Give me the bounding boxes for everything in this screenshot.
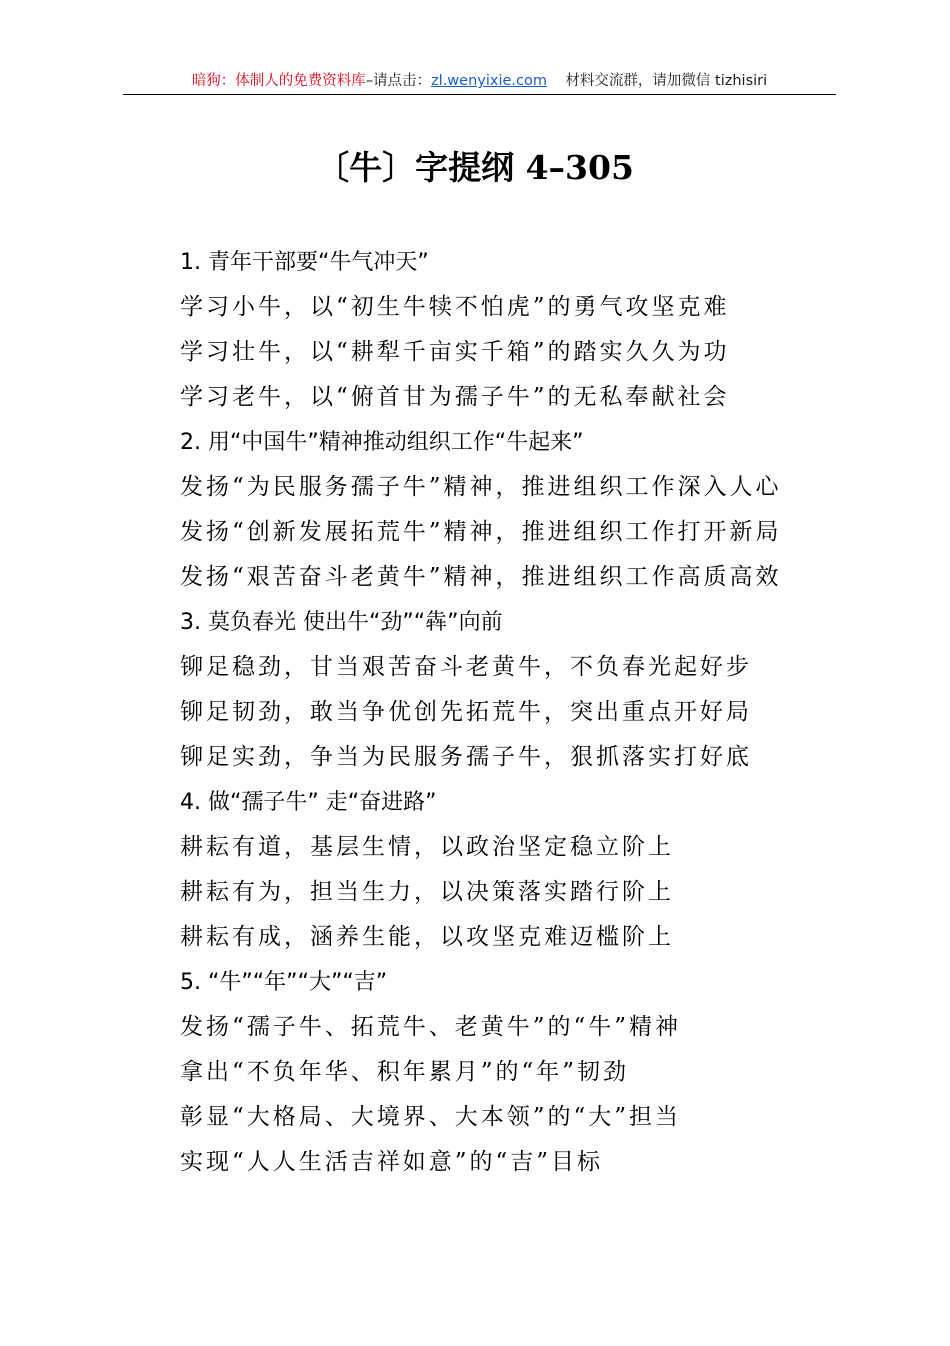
section-heading: 1. 青年干部要“牛气冲天” (180, 250, 429, 275)
list-item: 铆足实劲，争当为民服务孺子牛，狠抓落实打好底 (180, 744, 752, 770)
list-item: 铆足韧劲，敢当争优创先拓荒牛，突出重点开好局 (180, 699, 752, 725)
header-site-name: 暗狗：体制人的免费资料库 (191, 73, 366, 89)
list-item: 学习小牛，以“初生牛犊不怕虎”的勇气攻坚克难 (180, 294, 730, 320)
header-prompt: –请点击： (365, 73, 432, 89)
list-item: 耕耘有成，涵养生能，以攻坚克难迈槛阶上 (180, 924, 674, 950)
list-item: 拿出“不负年华、积年累月”的“年”韧劲 (180, 1059, 630, 1085)
list-item: 铆足稳劲，甘当艰苦奋斗老黄牛，不负春光起好步 (180, 654, 752, 680)
list-item: 发扬“孺子牛、拓荒牛、老黄牛”的“牛”精神 (180, 1014, 682, 1040)
section-heading: 3. 莫负春光 使出牛“劲”“犇”向前 (180, 610, 503, 635)
section-heading: 5. “牛”“年”“大”“吉” (180, 970, 388, 995)
list-item: 彰显“大格局、大境界、大本领”的“大”担当 (180, 1104, 682, 1130)
page-header (123, 68, 836, 95)
list-item: 实现“人人生活吉祥如意”的“吉”目标 (180, 1149, 604, 1175)
list-item: 耕耘有道，基层生情，以政治坚定稳立阶上 (180, 834, 674, 860)
section-heading: 2. 用“中国牛”精神推动组织工作“牛起来” (180, 430, 584, 455)
list-item: 学习老牛，以“俯首甘为孺子牛”的无私奉献社会 (180, 384, 730, 410)
header-wechat-note: 材料交流群，请加微信 tizhisiri (565, 73, 768, 89)
list-item: 发扬“为民服务孺子牛”精神，推进组织工作深入人心 (180, 474, 782, 500)
list-item: 发扬“创新发展拓荒牛”精神，推进组织工作打开新局 (180, 519, 782, 545)
list-item: 耕耘有为，担当生力，以决策落实踏行阶上 (180, 879, 674, 905)
header-link[interactable]: zl.wenyixie.com (431, 73, 547, 89)
document-title: 〔牛〕字提纲 4–305 (316, 148, 634, 187)
list-item: 发扬“艰苦奋斗老黄牛”精神，推进组织工作高质高效 (180, 564, 782, 590)
list-item: 学习壮牛，以“耕犁千亩实千箱”的踏实久久为功 (180, 339, 730, 365)
document-body (180, 240, 840, 1185)
section-heading: 4. 做“孺子牛” 走“奋进路” (180, 790, 437, 815)
